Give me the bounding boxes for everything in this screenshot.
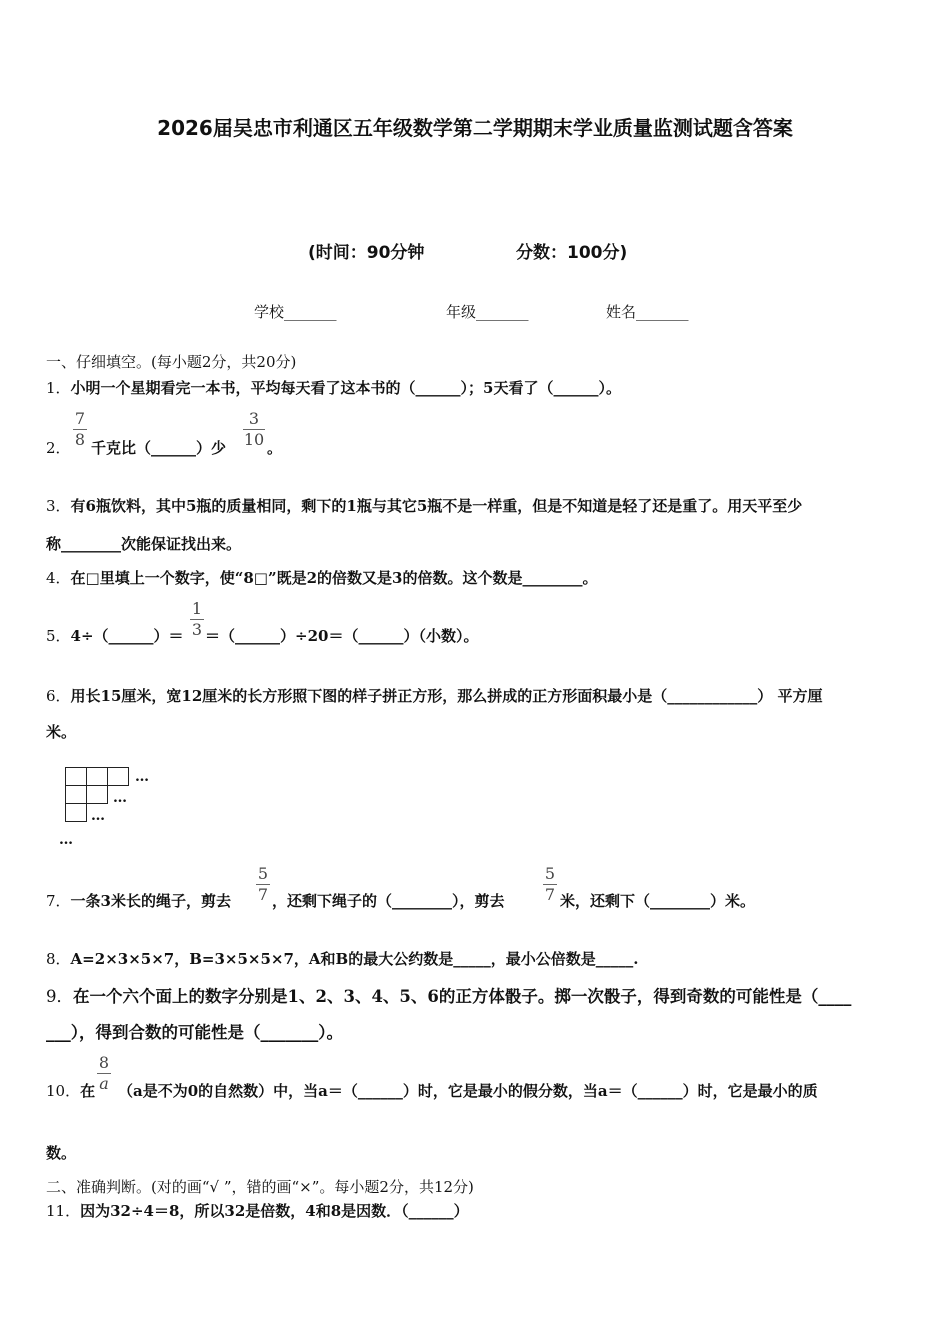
denominator: 7: [544, 885, 556, 904]
section-2-heading: 二、准确判断。(对的画“√ ”，错的画“×”。每小题2分，共12分): [46, 1178, 474, 1196]
grid-cell: [107, 767, 129, 786]
question-6-line2: 米。: [46, 723, 77, 741]
question-2-text: 千克比（______）少: [91, 439, 227, 457]
question-text: 有6瓶饮料，其中5瓶的质量相同，剩下的1瓶与其它5瓶不是一样重，但是不知道是轻了还是重了。用天平至少: [70, 497, 803, 515]
question-number: 9．: [46, 987, 73, 1006]
question-3-line2: 称________次能保证找出来。: [46, 535, 242, 553]
question-text: 因为32÷4＝8，所以32是倍数，4和8是因数．（______）: [80, 1202, 469, 1220]
ellipsis: …: [91, 808, 105, 824]
question-number: 10．: [46, 1082, 81, 1100]
question-7-mid: ，还剩下绳子的（________），剪去: [272, 892, 505, 910]
question-text: A=2×3×5×7，B=3×5×5×7，A和B的最大公约数是_____，最小公倍数是_____.: [70, 950, 639, 968]
fraction-5-7: [255, 864, 271, 905]
fraction-1-3: [189, 599, 205, 640]
numerator: 5: [257, 864, 269, 883]
question-10-text: （a是不为0的自然数）中，当a＝（______）时，它是最小的假分数，当a＝（______）时，它是最小的质: [118, 1082, 818, 1100]
grid-cell: [65, 767, 87, 786]
question-text: 一条3米长的绳子，剪去: [70, 892, 231, 910]
ellipsis: …: [59, 832, 73, 848]
question-text: 用长15厘米，宽12厘米的长方形照下图的样子拼正方形，那么拼成的正方形面积最小是（____________） 平方厘: [70, 687, 823, 705]
numerator: 5: [544, 864, 556, 883]
question-2-tail: 。: [267, 439, 283, 457]
question-1: [46, 377, 621, 398]
fraction-7-8: [72, 409, 88, 450]
denominator: a: [99, 1074, 109, 1093]
question-text: 在一个六个面上的数字分别是1、2、3、4、5、6的正方体骰子。掷一次骰子，得到奇数的可能性是（____: [73, 987, 852, 1006]
numerator: 3: [248, 409, 260, 428]
question-10: [46, 1080, 95, 1101]
question-6: [46, 685, 823, 706]
question-number: 3．: [46, 497, 71, 515]
question-text: 4÷（______）＝: [70, 627, 184, 645]
name-field: 姓名_______: [606, 303, 689, 321]
question-11: [46, 1200, 469, 1221]
question-8: [46, 948, 638, 969]
question-number: 1．: [46, 379, 71, 397]
question-number: 6．: [46, 687, 71, 705]
section-1-heading: 一、仔细填空。(每小题2分，共20分): [46, 353, 297, 371]
ellipsis: …: [135, 769, 149, 785]
question-text: 小明一个星期看完一本书，平均每天看了这本书的（______）；5天看了（______）。: [70, 379, 621, 397]
grid-cell: [86, 785, 108, 804]
question-9-line2: ___），得到合数的可能性是（_______）。: [46, 1023, 343, 1042]
ellipsis: …: [113, 790, 127, 806]
grid-cell: [65, 785, 87, 804]
exam-time: (时间：90分钟: [308, 243, 425, 263]
question-7-tail: 米，还剩下（________）米。: [560, 892, 756, 910]
question-number: 2．: [46, 439, 71, 457]
fraction-8-a: [96, 1053, 112, 1094]
question-9: [46, 983, 851, 1007]
question-5: [46, 625, 184, 646]
denominator: 3: [191, 620, 203, 639]
question-10-line2: 数。: [46, 1144, 77, 1162]
denominator: 8: [74, 430, 86, 449]
numerator: 7: [74, 409, 86, 428]
denominator: 7: [257, 885, 269, 904]
question-5-tail: ＝（______）÷20＝（______）（小数）。: [205, 627, 479, 645]
question-number: 8．: [46, 950, 71, 968]
fraction-5-7: [542, 864, 558, 905]
question-3: [46, 495, 802, 516]
page-title: 2026届吴忠市利通区五年级数学第二学期期末学业质量监测试题含答案: [157, 116, 793, 140]
question-number: 11．: [46, 1202, 81, 1220]
question-4: [46, 567, 597, 588]
question-2-number: [46, 437, 71, 458]
grid-cell: [86, 767, 108, 786]
grid-cell: [65, 803, 87, 822]
fraction-3-10: [242, 409, 266, 450]
exam-score: 分数：100分): [516, 243, 628, 263]
numerator: 1: [191, 599, 203, 618]
question-7: [46, 890, 231, 911]
question-number: 5．: [46, 627, 71, 645]
school-field: 学校_______: [254, 303, 337, 321]
question-number: 7．: [46, 892, 71, 910]
question-text: 在: [80, 1082, 96, 1100]
grade-field: 年级_______: [446, 303, 529, 321]
question-text: 在□里填上一个数字，使“8□”既是2的倍数又是3的倍数。这个数是________。: [70, 569, 598, 587]
numerator: 8: [98, 1053, 110, 1072]
denominator: 10: [243, 430, 265, 449]
question-number: 4．: [46, 569, 71, 587]
